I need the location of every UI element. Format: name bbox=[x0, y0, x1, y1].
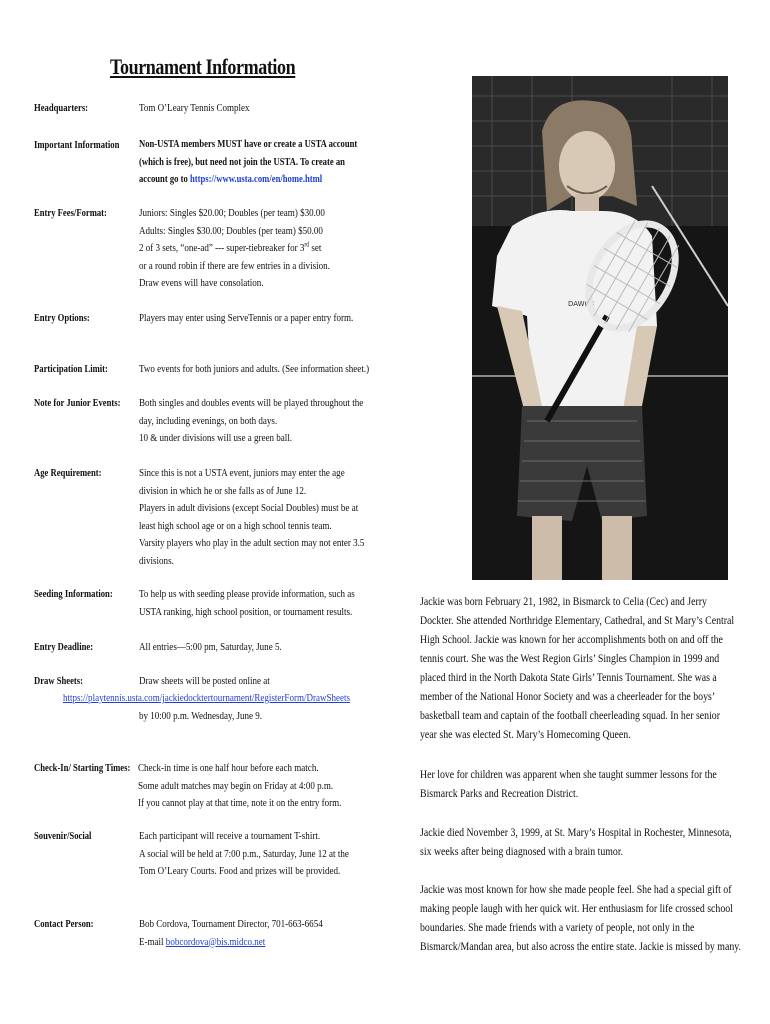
text-line: boundaries. She made friends with a variety of people, not only in the bbox=[420, 920, 695, 934]
souvenir-value bbox=[139, 828, 349, 881]
text-line: Each participant will receive a tournament T-shirt. bbox=[139, 830, 321, 842]
junior-events-label: Note for Junior Events: bbox=[34, 398, 121, 409]
entry-fees-value bbox=[139, 205, 330, 293]
superscript: rd bbox=[304, 240, 310, 249]
age-value bbox=[139, 465, 364, 570]
text-line: Bob Cordova, Tournament Director, 701-663-6654 bbox=[139, 918, 323, 930]
text-line: Two events for both juniors and adults. (See information sheet.) bbox=[139, 363, 370, 375]
text-line: Her love for children was apparent when she taught summer lessons for the bbox=[420, 767, 717, 781]
text-line: USTA ranking, high school position, or tournament results. bbox=[139, 605, 353, 618]
important-value bbox=[139, 136, 357, 189]
text-line: High School. Jackie was known for her accomplishments both on and off the bbox=[420, 632, 723, 646]
entry-fees-label: Entry Fees/Format: bbox=[34, 208, 107, 219]
text-line bbox=[139, 934, 323, 952]
text-line: making people laugh with her quick wit. Her enthusiasm for life crossed school bbox=[420, 901, 733, 915]
text-line: Some adult matches may begin on Friday at 4:00 p.m. bbox=[138, 779, 334, 792]
text-line: Players in adult divisions (except Social Doubles) must be at bbox=[139, 502, 359, 514]
contact-value bbox=[139, 916, 323, 951]
text-segment: account go to bbox=[139, 174, 190, 185]
text-line: A social will be held at 7:00 p.m., Saturday, June 12 at the bbox=[139, 847, 349, 860]
text-line: basketball team and captain of the football cheerleading squad. In her senior bbox=[420, 708, 721, 722]
text-line: tennis court. She was the West Region Girls’ Singles Champion in 1999 and bbox=[420, 651, 720, 665]
text-line: Bismarck Parks and Recreation District. bbox=[420, 786, 579, 800]
draw-sheets-link[interactable]: https://playtennis.usta.com/jackiedocktertournament/RegisterForm/DrawSheets bbox=[63, 692, 351, 704]
jackie-photo bbox=[472, 76, 728, 580]
text-line: Non-USTA members MUST have or create a USTA account bbox=[139, 139, 358, 150]
deadline-label: Entry Deadline: bbox=[34, 642, 94, 653]
shirt-logo-text: DAWGS bbox=[568, 300, 595, 308]
text-line: Check-in time is one half hour before each match. bbox=[138, 762, 319, 774]
text-line: or a round robin if there are few entries in a division. bbox=[139, 259, 330, 272]
text-line: day, including evenings, on both days. bbox=[139, 414, 278, 427]
text-line: least high school age or on a high school tennis team. bbox=[139, 519, 332, 532]
seeding-label: Seeding Information: bbox=[34, 589, 113, 600]
draw-line1: Draw sheets will be posted online at bbox=[139, 675, 270, 687]
bio-paragraph-4 bbox=[420, 880, 748, 956]
seeding-value bbox=[139, 586, 355, 621]
contact-email-link[interactable]: bobcordova@bis.midco.net bbox=[165, 935, 266, 948]
text-line: Tom O’Leary Tennis Complex bbox=[139, 102, 250, 114]
bio-paragraph-2 bbox=[420, 765, 748, 803]
souvenir-label: Souvenir/Social bbox=[34, 831, 92, 842]
text-line: year she was elected St. Mary’s Homecoming Queen. bbox=[420, 727, 631, 741]
headquarters-label: Headquarters: bbox=[34, 103, 89, 114]
text-line: All entries—5:00 pm, Saturday, June 5. bbox=[139, 641, 282, 653]
text-line: Jackie was most known for how she made people feel. She had a special gift of bbox=[420, 882, 732, 896]
text-line: division in which he or she falls as of June 12. bbox=[139, 484, 307, 497]
usta-link[interactable]: https://www.usta.com/en/home.html bbox=[189, 174, 323, 185]
text-line: six weeks after being diagnosed with a brain tumor. bbox=[420, 844, 624, 858]
text-segment: 2 of 3 sets, “one-ad” --- super-tiebreaker for 3 bbox=[139, 242, 305, 254]
text-line: Both singles and doubles events will be played throughout the bbox=[139, 397, 364, 409]
text-segment: set bbox=[309, 242, 322, 254]
bio-paragraph-3 bbox=[420, 823, 748, 861]
age-label: Age Requirement: bbox=[34, 468, 102, 479]
text-line: Varsity players who play in the adult section may not enter 3.5 bbox=[139, 537, 365, 549]
text-line bbox=[139, 171, 357, 189]
text-line: Since this is not a USTA event, juniors may enter the age bbox=[139, 467, 345, 479]
text-line: Players may enter using ServeTennis or a paper entry form. bbox=[139, 312, 354, 324]
text-line: (which is free), but need not join the USTA. To create an bbox=[139, 156, 345, 168]
text-line: Jackie died November 3, 1999, at St. Mary’s Hospital in Rochester, Minnesota, bbox=[420, 825, 732, 839]
text-line: divisions. bbox=[139, 554, 174, 567]
text-line: If you cannot play at that time, note it on the entry form. bbox=[138, 797, 342, 809]
participation-value bbox=[139, 361, 369, 379]
bio-paragraph-1 bbox=[420, 592, 748, 744]
checkin-value bbox=[138, 760, 341, 813]
checkin-label: Check-In/ Starting Times: bbox=[34, 763, 131, 774]
text-line: placed third in the North Dakota State Girls’ Tennis Tournament. She was a bbox=[420, 670, 717, 684]
text-line: 10 & under divisions will use a green ball. bbox=[139, 432, 293, 444]
entry-options-label: Entry Options: bbox=[34, 313, 90, 324]
participation-label: Participation Limit: bbox=[34, 364, 108, 375]
entry-options-value bbox=[139, 310, 353, 328]
contact-label: Contact Person: bbox=[34, 919, 94, 930]
junior-events-value bbox=[139, 395, 363, 448]
deadline-value bbox=[139, 639, 282, 657]
text-line: Bismarck/Mandan area, but also across the entire state. Jackie is missed by many. bbox=[420, 939, 741, 953]
page-title: Tournament Information bbox=[110, 54, 296, 79]
text-line: To help us with seeding please provide information, such as bbox=[139, 588, 355, 600]
text-line: Juniors: Singles $20.00; Doubles (per team) $30.00 bbox=[139, 207, 325, 219]
text-segment: E-mail bbox=[139, 935, 166, 948]
draw-line3: by 10:00 p.m. Wednesday, June 9. bbox=[139, 710, 263, 722]
text-line: Draw evens will have consolation. bbox=[139, 277, 264, 289]
headquarters-value bbox=[139, 100, 250, 118]
important-label: Important Information bbox=[34, 140, 120, 151]
photo-illustration bbox=[472, 76, 728, 580]
text-line: member of the National Honor Society and was a cheerleader for the boys’ bbox=[420, 689, 716, 703]
draw-label: Draw Sheets: bbox=[34, 676, 84, 687]
text-line bbox=[139, 240, 330, 258]
text-line: Adults: Singles $30.00; Doubles (per team) $50.00 bbox=[139, 224, 323, 237]
text-line: Tom O’Leary Courts. Food and prizes will be provided. bbox=[139, 865, 341, 877]
text-line: Jackie was born February 21, 1982, in Bismarck to Celia (Cec) and Jerry bbox=[420, 594, 707, 608]
text-line: Dockter. She attended Northridge Elementary, Cathedral, and St Mary’s Central bbox=[420, 613, 735, 627]
